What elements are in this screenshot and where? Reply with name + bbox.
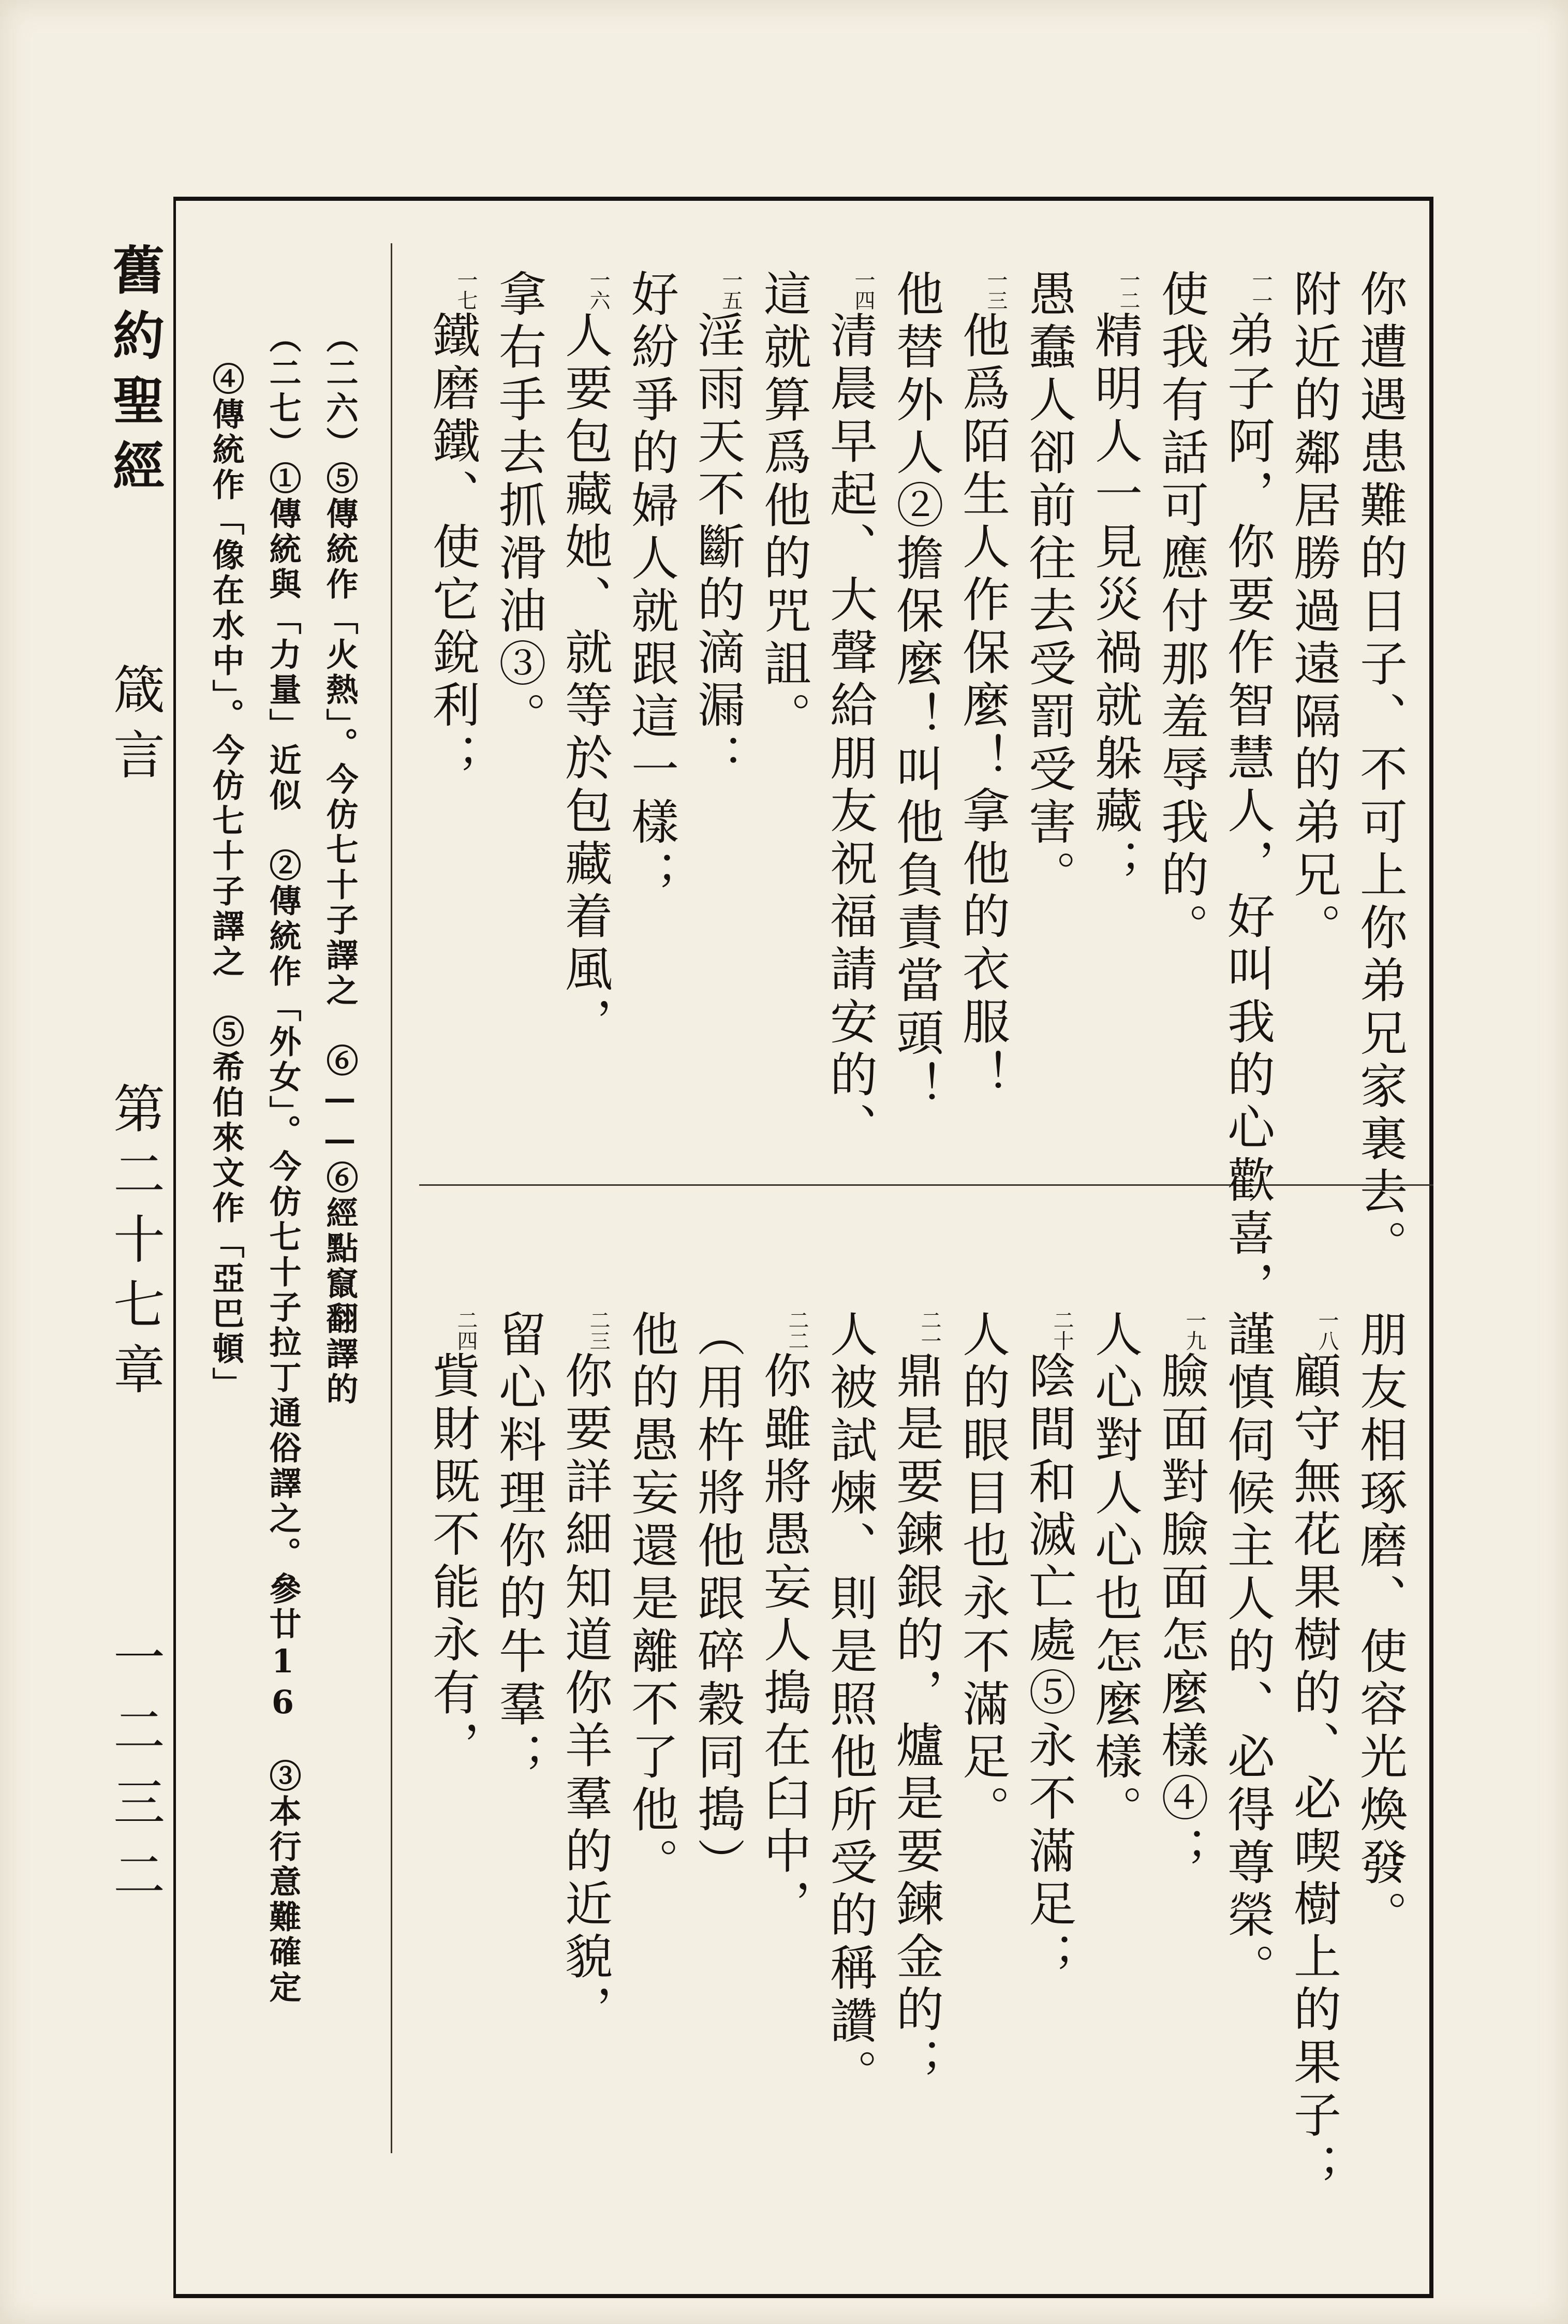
verse-text: 清晨早起、大聲給朋友祝福請安的、 xyxy=(822,311,878,1155)
verse-text: 好紛爭的婦人就跟這一樣； xyxy=(624,269,679,903)
verse-text: 使我有話可應付那羞辱我的。 xyxy=(1153,269,1209,955)
verse-number: 一五 xyxy=(719,269,743,311)
verse-column xyxy=(822,269,878,1180)
verse-number: 一八 xyxy=(1315,1310,1339,1351)
footnote-divider xyxy=(391,243,392,2153)
verse-number: 一四 xyxy=(851,269,875,311)
verse-text: 鼎是要鍊銀的，爐是要鍊金的； xyxy=(889,1351,944,2090)
verse-column xyxy=(1153,1310,1209,2267)
verse-column xyxy=(624,269,679,1180)
verse-text: 你遭遇患難的日子、不可上你弟兄家裏去。 xyxy=(1352,269,1408,1272)
verse-column xyxy=(955,1310,1010,2267)
verse-number: 一九 xyxy=(1182,1310,1206,1351)
book-name: 箴言 xyxy=(105,663,165,793)
verse-column xyxy=(425,1310,480,2267)
verse-text: 臉面對臉面怎麼樣④； xyxy=(1153,1351,1209,1879)
verse-column xyxy=(1286,269,1341,1180)
verse-text: 顧守無花果樹的、必喫樹上的果子； xyxy=(1286,1351,1341,2196)
verse-text: 拿右手去抓滑油③。 xyxy=(491,269,546,744)
footnote-line: （二七）①傳統與「力量」近似 ②傳統作「外女」。今仿七十子拉丁通俗譯之。參廿16 ③本行意難確定 xyxy=(264,321,302,2006)
verse-column xyxy=(690,269,745,1180)
verse-column xyxy=(889,1310,944,2267)
verse-column xyxy=(690,1310,745,2267)
verse-column xyxy=(491,1310,546,2267)
verse-column xyxy=(1352,1310,1408,2267)
verse-text: 他爲陌生人作保麼！拿他的衣服！ xyxy=(955,311,1010,1102)
chapter-label: 第二十七章 xyxy=(105,1082,165,1408)
verse-column xyxy=(1087,1310,1143,2267)
verse-column xyxy=(624,1310,679,2267)
verse-text: 人要包藏她、就等於包藏着風， xyxy=(557,311,613,1050)
verse-column xyxy=(1352,269,1408,1272)
verse-column xyxy=(1021,269,1076,1180)
footnote-line: ④傳統作「像在水中」。今仿七十子譯之 ⑤希伯來文作「亞巴頓」 xyxy=(207,362,245,1402)
verse-column xyxy=(1021,1310,1076,2267)
verse-column xyxy=(425,269,480,1180)
verse-text: 這就算爲他的咒詛。 xyxy=(756,269,811,744)
verse-text: 朋友相琢磨、使容光煥發。 xyxy=(1352,1310,1408,1943)
verse-number: 一七 xyxy=(454,269,478,311)
verse-number: 一三 xyxy=(984,269,1008,311)
verse-column xyxy=(557,1310,613,2267)
verse-column xyxy=(557,269,613,1180)
verse-text: 謹慎伺候主人的、必得尊榮。 xyxy=(1220,1310,1275,1996)
verse-text: 他的愚妄還是離不了他。 xyxy=(624,1310,679,1890)
section-divider xyxy=(419,1184,1433,1186)
verse-text: 鐵磨鐵、使它銳利； xyxy=(425,311,480,786)
verse-column xyxy=(955,269,1010,1180)
page-number: 一二三二 xyxy=(105,1630,165,1920)
verse-text: （用杵將他跟碎穀同搗） xyxy=(690,1310,745,1890)
verse-column xyxy=(889,269,944,1180)
verse-number: 二三 xyxy=(586,1310,610,1351)
verse-text: 精明人一見災禍就躲藏； xyxy=(1087,311,1143,891)
verse-number: 二十 xyxy=(1050,1310,1074,1351)
verse-number: 二二 xyxy=(785,1310,809,1351)
verse-text: 你要詳細知道你羊羣的近貌， xyxy=(557,1351,613,2037)
verse-text: 貲財既不能永有， xyxy=(425,1351,480,1773)
verse-text: 你雖將愚妄人搗在臼中， xyxy=(756,1351,811,1932)
verse-column xyxy=(756,1310,811,2267)
verse-column xyxy=(1220,1310,1275,2267)
verse-column xyxy=(1087,269,1143,1180)
verse-column xyxy=(1220,269,1275,1314)
verse-number: 一六 xyxy=(586,269,610,311)
verse-column xyxy=(822,1310,878,2267)
verse-column xyxy=(1286,1310,1341,2267)
verse-column xyxy=(491,269,546,1180)
verse-text: 留心料理你的牛羣； xyxy=(491,1310,546,1785)
verse-number: 二四 xyxy=(454,1310,478,1351)
verse-text: 弟子阿，你要作智慧人，好叫我的心歡喜， xyxy=(1220,311,1275,1314)
verse-number: 一一 xyxy=(1249,269,1273,311)
verse-text: 人的眼目也永不滿足。 xyxy=(955,1310,1010,1837)
verse-text: 淫雨天不斷的滴漏： xyxy=(690,311,745,786)
verse-text: 他替外人②擔保麼！叫他負責當頭！ xyxy=(889,269,944,1114)
verse-text: 附近的鄰居勝過遠隔的弟兄。 xyxy=(1286,269,1341,955)
verse-text: 人被試煉、則是照他所受的稱讚。 xyxy=(822,1310,878,2101)
verse-number: 一二 xyxy=(1116,269,1140,311)
running-head xyxy=(104,243,166,2262)
verse-text: 陰間和滅亡處⑤永不滿足； xyxy=(1021,1351,1076,1984)
verse-column xyxy=(1153,269,1209,1180)
verse-text: 愚蠢人卻前往去受罰受害。 xyxy=(1021,269,1076,903)
footnote-line: （二六）⑤傳統作「火熱」。今仿七十子譯之 ⑥——⑥經點竄翻譯的 xyxy=(321,321,359,1407)
verse-column xyxy=(756,269,811,1180)
book-title: 舊約聖經 xyxy=(104,243,165,504)
verse-text: 人心對人心也怎麼樣。 xyxy=(1087,1310,1143,1837)
verse-number: 二一 xyxy=(918,1310,941,1351)
